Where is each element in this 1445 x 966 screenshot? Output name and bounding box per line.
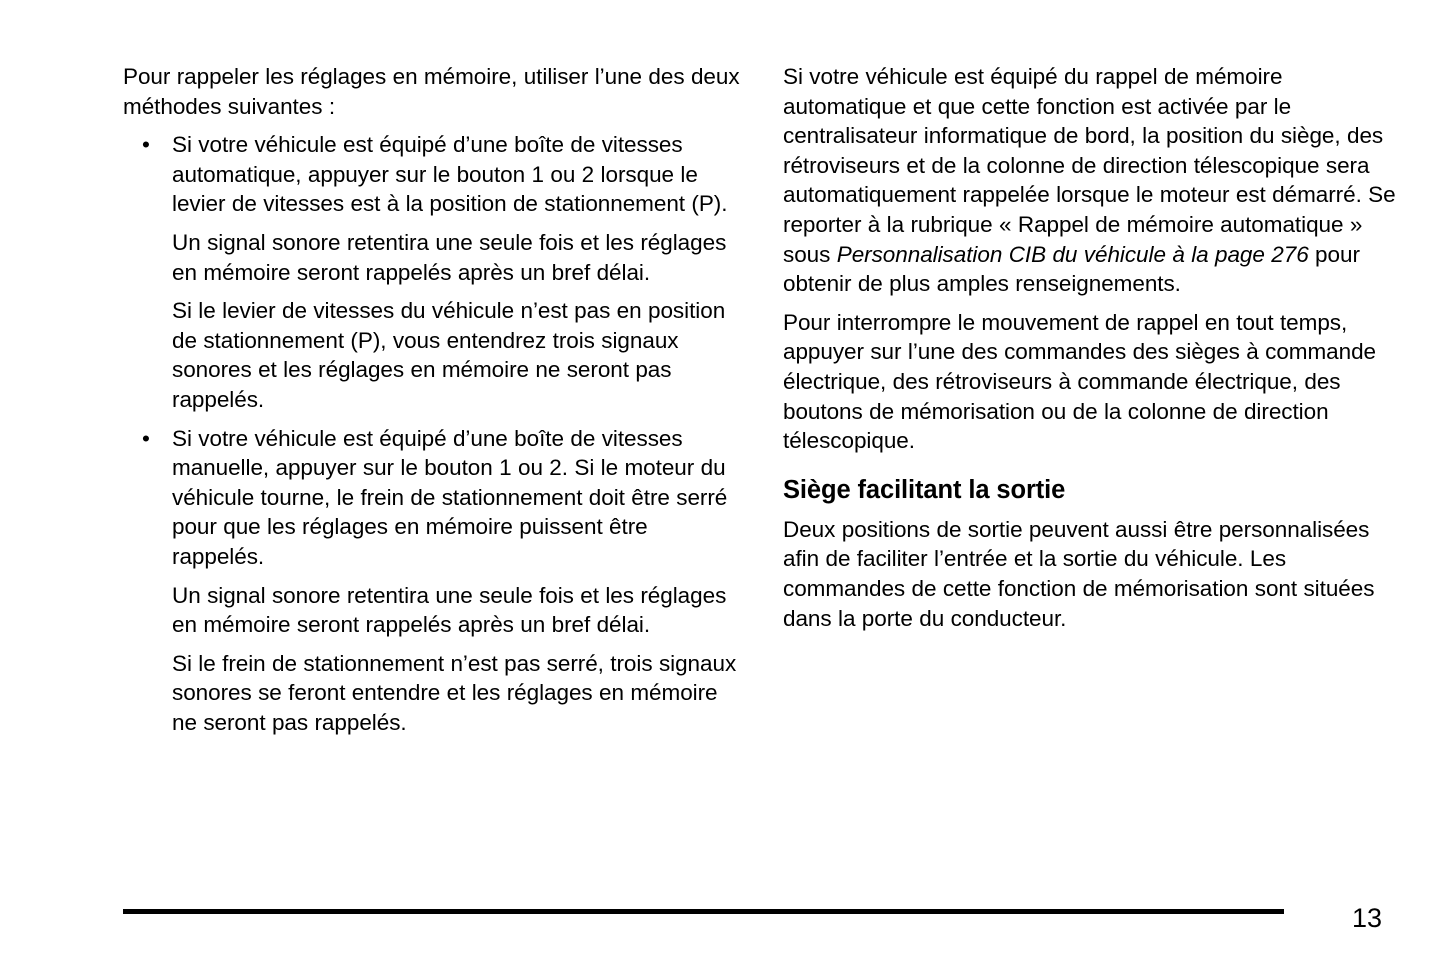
auto-recall-paragraph	[783, 62, 1398, 299]
bullet-1-paragraph-2: Un signal sonore retentira une seule fois et les réglages en mémoire seront rappelés après un bref délai.	[172, 229, 727, 285]
intro-paragraph: Pour rappeler les réglages en mémoire, utiliser l’une des deux méthodes suivantes :	[123, 64, 740, 119]
bullet-2-paragraph-2: Un signal sonore retentira une seule fois et les réglages en mémoire seront rappelés après un bref délai.	[172, 582, 727, 638]
list-item	[123, 424, 743, 738]
bullet-icon: •	[142, 425, 150, 451]
footer-rule	[123, 909, 1284, 914]
page-number: 13	[1352, 903, 1383, 933]
bullet-1-paragraph-1: Si votre véhicule est équipé d’une boîte de vitesses automatique, appuyer sur le bouton 1 ou 2 lorsque le levier de vitesses est à la position de stationnement (P).	[172, 132, 728, 217]
bullet-2-paragraph-1: Si votre véhicule est équipé d’une boîte de vitesses manuelle, appuyer sur le bouton 1 ou 2. Si le moteur du véhicule tourne, le frein de stationnement doit être serré pour que les réglages en mémoire puissent être rappelés.	[172, 425, 728, 569]
auto-recall-text-after-reference: pour obtenir de plus amples renseignements.	[783, 241, 1360, 297]
bullet-icon: •	[142, 132, 150, 158]
right-column	[783, 62, 1398, 642]
section-heading: Siège facilitant la sortie	[783, 475, 1066, 504]
left-column	[123, 62, 743, 737]
cross-reference-italic: Personnalisation CIB du véhicule à la page 276	[836, 241, 1309, 267]
exit-seat-paragraph: Deux positions de sortie peuvent aussi être personnalisées afin de faciliter l’entrée et la sortie du véhicule. Les commandes de cette fonction de mémorisation sont situées dans la porte du conducteur.	[783, 516, 1375, 631]
list-item	[123, 130, 743, 414]
bullet-1-paragraph-3: Si le levier de vitesses du véhicule n’est pas en position de stationnement (P), vous entendrez trois signaux sonores et les réglages en mémoire ne seront pas rappelés.	[172, 298, 726, 412]
recall-methods-list	[123, 130, 743, 737]
interrupt-recall-paragraph: Pour interrompre le mouvement de rappel en tout temps, appuyer sur l’une des commandes des sièges à commande électrique, des rétroviseurs à commande électrique, des boutons de mémorisation ou de la colonne de direction télescopique.	[783, 309, 1377, 454]
bullet-2-paragraph-3: Si le frein de stationnement n’est pas serré, trois signaux sonores se feront entendre et les réglages en mémoire ne seront pas rappelés.	[172, 650, 737, 735]
auto-recall-text-before-reference: Si votre véhicule est équipé du rappel de mémoire automatique et que cette fonction est activée par le centralisateur informatique de bord, la position du siège, des rétroviseurs et de la colonne de direction télescopique sera automatiquement rappelée lorsque le moteur est démarré. Se reporter à la rubrique « Rappel de mémoire automatique » sous	[783, 64, 1396, 267]
